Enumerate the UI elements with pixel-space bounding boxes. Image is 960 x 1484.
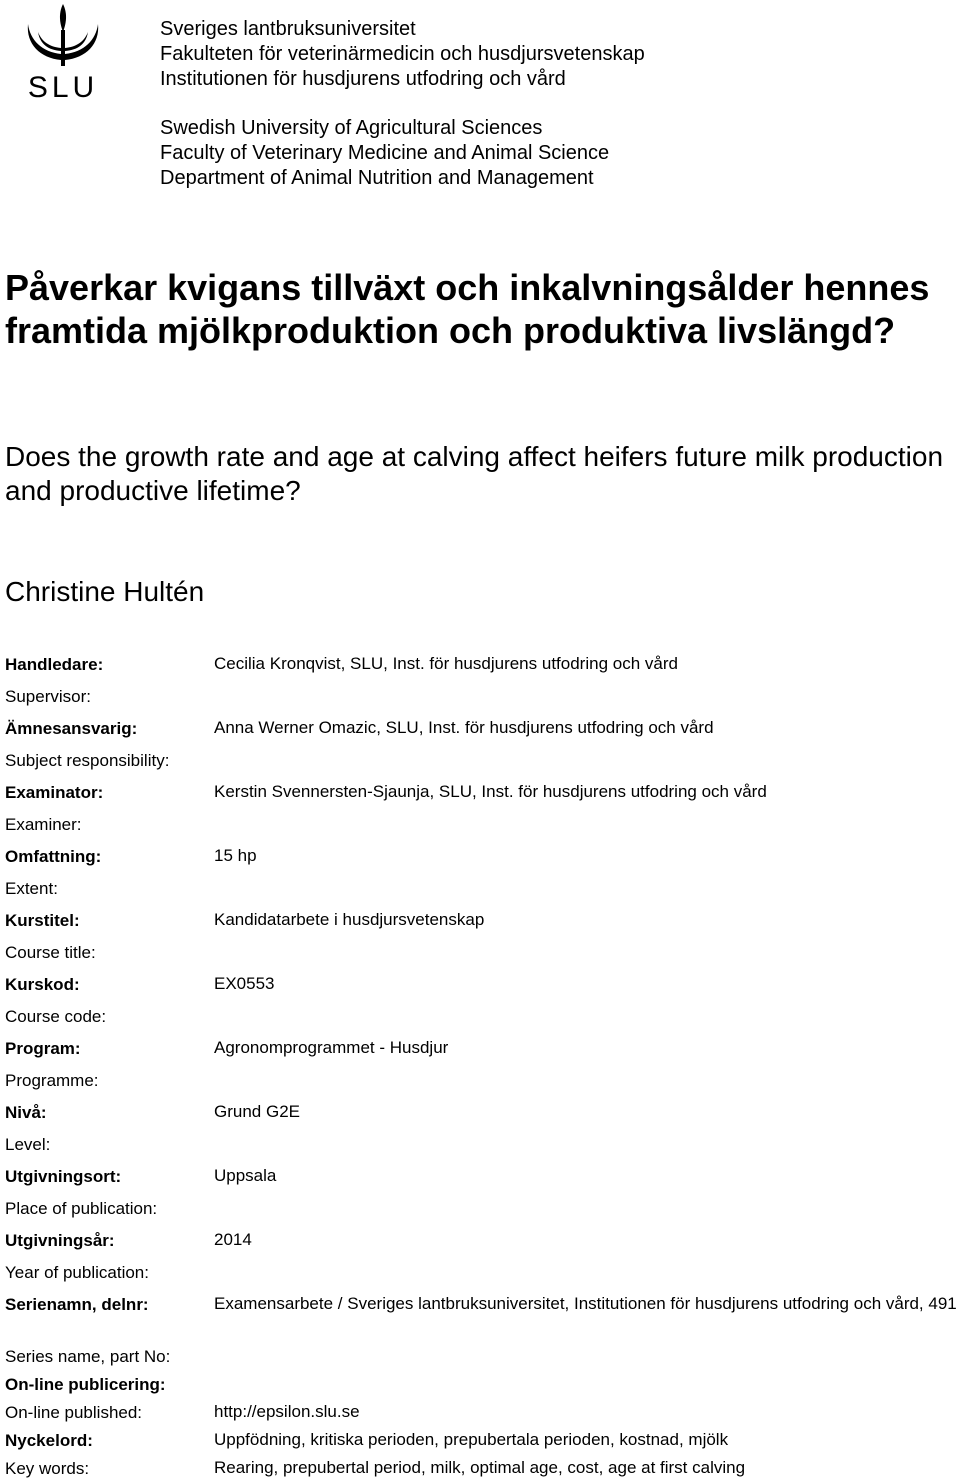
info-row [5, 652, 960, 684]
info-label: Nyckelord: [5, 1431, 93, 1450]
info-row [5, 1132, 960, 1164]
info-row [5, 1372, 960, 1400]
info-value: Anna Werner Omazic, SLU, Inst. för husdjurens utfodring och vård [214, 718, 714, 737]
university-name-sv: Sveriges lantbruksuniversitet [160, 18, 416, 40]
info-label: Key words: [5, 1459, 90, 1478]
university-name-en: Swedish University of Agricultural Sciences [160, 117, 543, 139]
info-value: Kerstin Svennersten-Sjaunja, SLU, Inst. för husdjurens utfodring och vård [214, 782, 767, 801]
info-label: Ämnesansvarig: [5, 719, 138, 738]
info-value: Agronomprogrammet - Husdjur [214, 1038, 449, 1057]
info-row [5, 1428, 960, 1456]
info-row [5, 1456, 960, 1484]
info-value: Uppsala [214, 1166, 277, 1185]
info-row [5, 1196, 960, 1228]
info-row [5, 1260, 960, 1292]
info-row [5, 684, 960, 716]
thesis-title-swedish: Påverkar kvigans tillväxt och inkalvningsålder hennes framtida mjölkproduktion och produktiva livslängd? [5, 267, 930, 351]
info-value: 15 hp [214, 846, 257, 865]
info-label: Kurstitel: [5, 911, 80, 930]
institution-swedish [160, 17, 645, 92]
info-label: On-line published: [5, 1403, 143, 1422]
info-value: EX0553 [214, 974, 275, 993]
info-row [5, 908, 960, 940]
info-label: On-line publicering: [5, 1375, 166, 1394]
info-row [5, 812, 960, 844]
info-label: Examinator: [5, 783, 104, 802]
institution-english [160, 116, 609, 191]
info-label: Subject responsibility: [5, 751, 170, 770]
info-value: Kandidatarbete i husdjursvetenskap [214, 910, 485, 929]
faculty-name-en: Faculty of Veterinary Medicine and Animal Science [160, 142, 610, 164]
department-name-sv: Institutionen för husdjurens utfodring och vård [160, 68, 566, 90]
info-value: Uppfödning, kritiska perioden, prepubertala perioden, kostnad, mjölk [214, 1430, 729, 1449]
info-label: Examiner: [5, 815, 82, 834]
info-label: Omfattning: [5, 847, 102, 866]
info-label: Course code: [5, 1007, 107, 1026]
info-row [5, 844, 960, 876]
info-row [5, 1004, 960, 1036]
info-label: Level: [5, 1135, 51, 1154]
slu-emblem-icon [22, 2, 104, 72]
info-row [5, 1344, 960, 1372]
info-value: 2014 [214, 1230, 252, 1249]
author-name: Christine Hultén [5, 576, 205, 607]
faculty-name-sv: Fakulteten för veterinärmedicin och husdjursvetenskap [160, 43, 645, 65]
info-row [5, 780, 960, 812]
info-label: Year of publication: [5, 1263, 149, 1282]
info-label: Series name, part No: [5, 1347, 171, 1366]
info-label: Course title: [5, 943, 96, 962]
info-label: Handledare: [5, 655, 104, 674]
info-row [5, 1100, 960, 1132]
info-label: Utgivningsort: [5, 1167, 122, 1186]
info-row [5, 748, 960, 780]
info-value: Grund G2E [214, 1102, 300, 1121]
slu-logo-text: SLU [27, 71, 99, 104]
info-row [5, 1164, 960, 1196]
info-row [5, 876, 960, 908]
info-value: Examensarbete / Sveriges lantbruksuniversitet, Institutionen för husdjurens utfodring och vård, 491 [214, 1294, 957, 1313]
slu-logo [22, 2, 104, 104]
info-label: Kurskod: [5, 975, 80, 994]
info-row [5, 940, 960, 972]
thesis-title-english: Does the growth rate and age at calving affect heifers future milk production and productive lifetime? [5, 441, 944, 506]
info-label: Nivå: [5, 1103, 47, 1122]
thesis-info-table [5, 652, 960, 1484]
info-label: Utgivningsår: [5, 1231, 115, 1250]
info-row [5, 1036, 960, 1068]
info-row [5, 1228, 960, 1260]
info-label: Program: [5, 1039, 81, 1058]
info-row [5, 1400, 960, 1428]
info-label: Programme: [5, 1071, 99, 1090]
info-label: Extent: [5, 879, 58, 898]
info-value: Rearing, prepubertal period, milk, optimal age, cost, age at first calving [214, 1458, 746, 1477]
department-name-en: Department of Animal Nutrition and Management [160, 167, 594, 189]
info-label: Serienamn, delnr: [5, 1295, 149, 1314]
info-row [5, 972, 960, 1004]
info-value: http://epsilon.slu.se [214, 1402, 360, 1421]
info-label: Place of publication: [5, 1199, 158, 1218]
info-row [5, 1068, 960, 1100]
info-value: Cecilia Kronqvist, SLU, Inst. för husdjurens utfodring och vård [214, 654, 678, 673]
info-row [5, 716, 960, 748]
info-row [5, 1292, 960, 1344]
info-label: Supervisor: [5, 687, 91, 706]
